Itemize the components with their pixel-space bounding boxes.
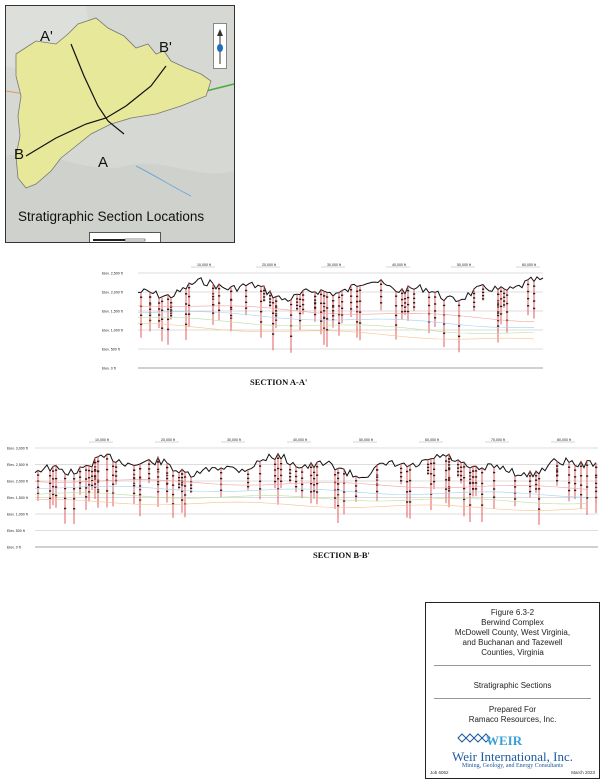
- label-a: A: [98, 154, 109, 171]
- elevation-label: Elev. 2,500 ft: [102, 271, 123, 276]
- distance-label: 40,000 ft: [392, 263, 406, 267]
- distance-label: 50,000 ft: [457, 263, 471, 267]
- elevation-label: Elev. 1,500 ft: [7, 496, 28, 500]
- divider: [434, 665, 591, 666]
- map-title: Stratigraphic Section Locations: [18, 209, 205, 224]
- elevation-label: Elev. 1,500 ft: [102, 309, 123, 314]
- elevation-label: Elev. 500 ft: [7, 529, 25, 533]
- elevation-label: Elev. 1,000 ft: [7, 512, 28, 517]
- figure-number: Figure 6.3-2: [490, 608, 535, 617]
- distance-label: 20,000 ft: [161, 438, 175, 442]
- elevation-label: Elev. 2,000 ft: [7, 479, 28, 484]
- distance-label: 20,000 ft: [262, 263, 276, 267]
- complex-name: Berwind Complex: [481, 618, 544, 627]
- distance-label: 10,000 ft: [197, 263, 211, 267]
- title-block: [425, 602, 600, 779]
- elevation-label: Elev. 2,000 ft: [102, 290, 123, 295]
- section-bb-diagram: [5, 436, 600, 556]
- section-aa-title: SECTION A-A': [250, 377, 308, 387]
- distance-label: 70,000 ft: [491, 438, 505, 442]
- section-aa-diagram: [100, 258, 545, 373]
- elevation-label: Elev. 2,500 ft: [7, 463, 28, 467]
- job-number: Job 6062: [430, 770, 449, 775]
- distance-label: 10,000 ft: [95, 438, 109, 442]
- distance-label: 60,000 ft: [425, 438, 439, 442]
- distance-label: 80,000 ft: [557, 438, 571, 442]
- elevation-label: Elev. 0 ft: [102, 366, 116, 371]
- distance-label: 40,000 ft: [293, 438, 307, 442]
- north-arrow-icon: [213, 23, 227, 69]
- company-name: Weir International, Inc.: [452, 749, 573, 764]
- section-bb-ground-profile: [35, 454, 596, 478]
- prepared-for-label: Prepared For: [488, 705, 537, 714]
- distance-label: 30,000 ft: [227, 438, 241, 442]
- drawing-date: March 2023: [571, 770, 595, 775]
- client-name: Ramaco Resources, Inc.: [468, 715, 557, 724]
- label-a-prime: A': [40, 28, 53, 45]
- drawing-subject: Stratigraphic Sections: [473, 681, 552, 690]
- scale-bar: [89, 232, 161, 243]
- elevation-label: Elev. 0 ft: [7, 545, 21, 550]
- section-bb-title: SECTION B-B': [313, 550, 370, 560]
- distance-label: 60,000 ft: [522, 263, 536, 267]
- company-tagline: Mining, Geology, and Energy Consultants: [461, 763, 564, 769]
- label-b-prime: B': [159, 39, 172, 56]
- divider: [434, 698, 591, 699]
- distance-label: 30,000 ft: [327, 263, 341, 267]
- elevation-label: Elev. 3,000 ft: [7, 446, 28, 451]
- county-line-1: McDowell County, West Virginia,: [454, 628, 571, 637]
- weir-logo-text: WEIR: [486, 733, 523, 748]
- label-b: B: [14, 146, 25, 163]
- elevation-label: Elev. 1,000 ft: [102, 328, 123, 333]
- coal-seam-line: [138, 323, 534, 339]
- county-line-3: Counties, Virginia: [481, 648, 544, 657]
- coal-seam-line: [138, 306, 534, 322]
- location-map: [5, 5, 235, 243]
- elevation-label: Elev. 500 ft: [102, 347, 120, 352]
- county-line-2: and Buchanan and Tazewell: [462, 638, 563, 647]
- distance-label: 50,000 ft: [359, 438, 373, 442]
